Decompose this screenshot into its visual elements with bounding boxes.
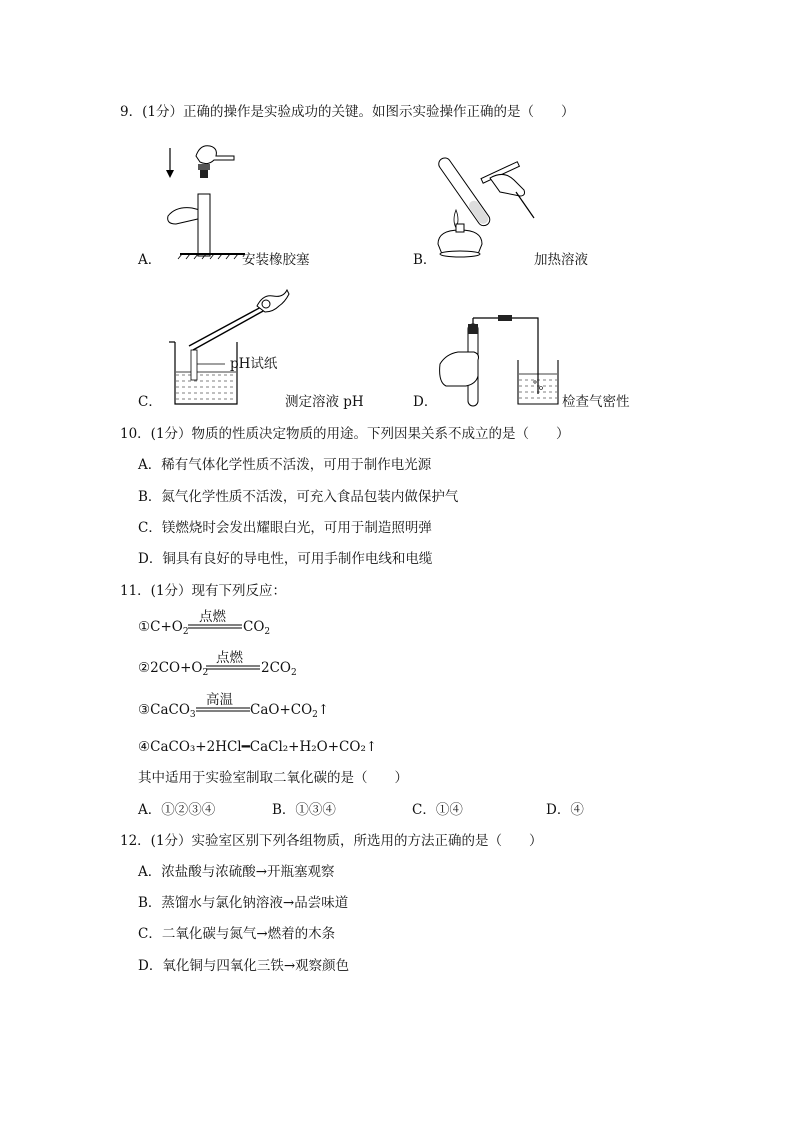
q9-option-c-caption: 测定溶液 pH bbox=[285, 394, 364, 410]
reaction-3-condition: 高温 bbox=[206, 692, 233, 708]
figure-b-heat-solution bbox=[430, 140, 540, 270]
q12-option-c: C．二氧化碳与氮气→燃着的木条 bbox=[138, 926, 336, 942]
q11-option-d: D．④ bbox=[546, 802, 584, 818]
q10-stem: 10．(1分）物质的性质决定物质的用途。下列因果关系不成立的是（ ） bbox=[120, 426, 570, 442]
reaction-3-left-sub: 3 bbox=[189, 710, 196, 720]
q9-option-d-caption: 检查气密性 bbox=[562, 394, 630, 410]
q11-option-b: B．①③④ bbox=[272, 802, 336, 818]
q9-option-d-letter: D． bbox=[413, 394, 438, 410]
q11-option-c: C．①④ bbox=[412, 802, 463, 818]
reaction-1-left-sub: 2 bbox=[182, 627, 189, 637]
q12-stem: 12．(1分）实验室区别下列各组物质，所选用的方法正确的是（ ） bbox=[120, 833, 543, 849]
q12-option-d: D．氧化铜与四氧化三铁→观察颜色 bbox=[138, 958, 350, 974]
q9-option-a-caption: 安装橡胶塞 bbox=[242, 252, 310, 268]
q9-option-b-letter: B． bbox=[413, 252, 437, 268]
figure-c-measure-ph bbox=[163, 286, 293, 408]
q11-option-a: A．①②③④ bbox=[138, 802, 216, 818]
reaction-2-left-sub: 2 bbox=[202, 668, 209, 678]
reaction-2-right bbox=[261, 660, 297, 681]
reaction-2-right-formula: 2CO bbox=[261, 660, 291, 676]
reaction-1 bbox=[138, 619, 189, 640]
figure-d-check-airtightness bbox=[438, 314, 562, 410]
q9-option-b-caption: 加热溶液 bbox=[534, 252, 588, 268]
q11-question: 其中适用于实验室制取二氧化碳的是（ ） bbox=[138, 770, 408, 786]
reaction-1-condition: 点燃 bbox=[199, 609, 226, 625]
q9-stem: 9．(1分）正确的操作是实验成功的关键。如图示实验操作正确的是（ ） bbox=[120, 104, 575, 120]
reaction-3-left: CaCO bbox=[150, 702, 190, 718]
q12-option-a: A．浓盐酸与浓硫酸→开瓶塞观察 bbox=[138, 864, 335, 880]
reaction-1-left: C+O bbox=[150, 619, 183, 635]
reaction-1-right bbox=[243, 619, 270, 640]
q10-option-b: B．氮气化学性质不活泼，可充入食品包装内做保护气 bbox=[138, 489, 459, 505]
reaction-2-condition: 点燃 bbox=[216, 650, 243, 666]
figure-a-insert-stopper bbox=[160, 136, 250, 266]
q12-option-b: B．蒸馏水与氯化钠溶液→品尝味道 bbox=[138, 895, 349, 911]
reaction-4-text: CaCO₃+2HCl━CaCl₂+H₂O+CO₂↑ bbox=[150, 739, 378, 755]
reaction-4-number: ④ bbox=[138, 739, 151, 755]
q10-option-d: D．铜具有良好的导电性，可用手制作电线和电缆 bbox=[138, 551, 433, 567]
reaction-3-right bbox=[250, 702, 329, 723]
reaction-3-right-sub: 2 bbox=[312, 710, 318, 720]
q10-option-a: A．稀有气体化学性质不活泼，可用于制作电光源 bbox=[138, 457, 432, 473]
reaction-3-equals bbox=[196, 707, 250, 713]
reaction-2-equals bbox=[206, 665, 260, 671]
reaction-3 bbox=[138, 702, 196, 723]
q9-option-c-inner-label: pH试纸 bbox=[230, 356, 278, 372]
reaction-3-right-formula: CaO+CO bbox=[250, 702, 313, 718]
reaction-2-right-sub: 2 bbox=[291, 668, 297, 678]
reaction-1-right-sub: 2 bbox=[264, 627, 271, 637]
q11-stem: 11．(1分）现有下列反应： bbox=[120, 583, 287, 599]
reaction-3-number: ③ bbox=[138, 702, 151, 718]
q10-option-c: C．镁燃烧时会发出耀眼白光，可用于制造照明弹 bbox=[138, 520, 432, 536]
reaction-2 bbox=[138, 660, 208, 681]
reaction-1-right-formula: CO bbox=[243, 619, 265, 635]
reaction-2-left: 2CO+O bbox=[150, 660, 203, 676]
reaction-2-number: ② bbox=[138, 660, 151, 676]
reaction-4 bbox=[138, 739, 377, 755]
reaction-1-equals bbox=[188, 624, 242, 630]
q9-option-a-letter: A． bbox=[138, 252, 162, 268]
reaction-3-gas-arrow: ↑ bbox=[317, 702, 330, 718]
reaction-1-number: ① bbox=[138, 619, 151, 635]
q9-option-c-letter: C． bbox=[138, 394, 162, 410]
